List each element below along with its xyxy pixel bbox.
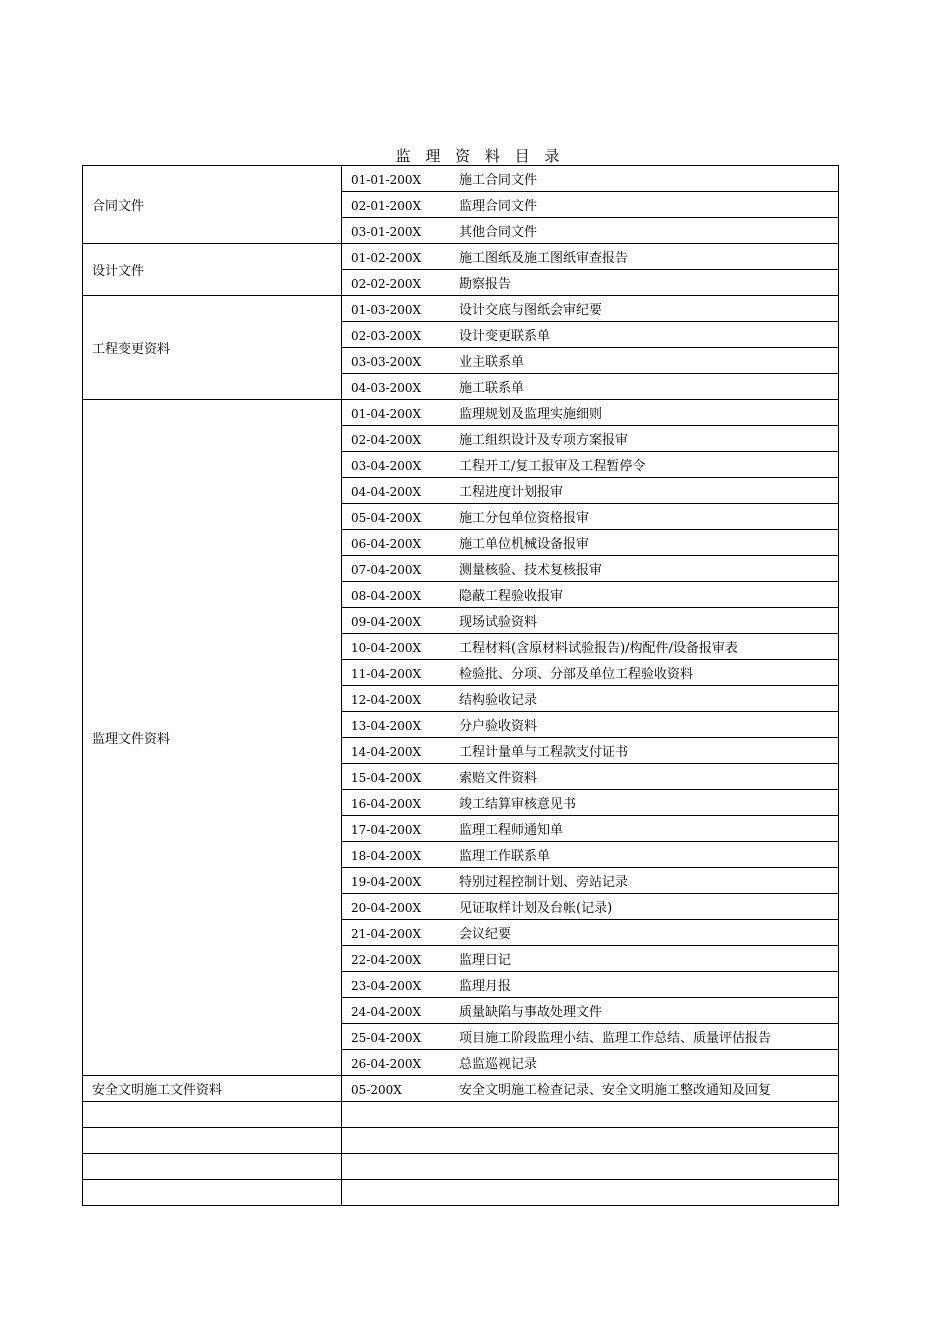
item-code: 13-04-200X <box>351 719 422 733</box>
item-code: 04-04-200X <box>351 485 422 499</box>
category-cell: 设计文件 <box>83 244 342 296</box>
item-cell <box>342 868 839 894</box>
item-cell <box>342 660 839 686</box>
item-cell <box>342 764 839 790</box>
item-cell <box>342 1050 839 1076</box>
item-cell <box>342 842 839 868</box>
item-name: 见证取样计划及台帐(记录) <box>459 901 613 916</box>
item-code: 12-04-200X <box>351 693 422 707</box>
empty-row <box>83 1180 839 1206</box>
item-name: 总监巡视记录 <box>459 1057 538 1072</box>
item-name: 设计变更联系单 <box>459 329 551 344</box>
item-code: 16-04-200X <box>351 797 422 811</box>
item-name: 检验批、分项、分部及单位工程验收资料 <box>459 667 694 682</box>
item-code: 21-04-200X <box>351 927 422 941</box>
item-cell <box>342 426 839 452</box>
item-cell <box>342 998 839 1024</box>
item-name: 结构验收记录 <box>459 693 538 708</box>
item-cell <box>342 920 839 946</box>
item-cell <box>342 374 839 400</box>
item-name: 分户验收资料 <box>459 719 538 734</box>
item-cell <box>342 894 839 920</box>
item-cell <box>342 166 839 192</box>
item-name: 会议纪要 <box>459 927 512 942</box>
item-name: 工程进度计划报审 <box>459 485 564 500</box>
table-row <box>83 244 839 270</box>
table-row <box>83 296 839 322</box>
category-cell: 监理文件资料 <box>83 400 342 1076</box>
item-code: 10-04-200X <box>351 641 422 655</box>
item-code: 05-200X <box>351 1083 402 1097</box>
item-name: 工程计量单与工程款支付证书 <box>459 745 629 760</box>
item-code: 02-03-200X <box>351 329 422 343</box>
item-cell <box>342 582 839 608</box>
item-cell <box>342 1024 839 1050</box>
item-code: 02-04-200X <box>351 433 422 447</box>
table-row <box>83 1076 839 1102</box>
item-name: 项目施工阶段监理小结、监理工作总结、质量评估报告 <box>459 1031 772 1046</box>
item-code: 03-03-200X <box>351 355 422 369</box>
item-cell <box>342 530 839 556</box>
item-code: 01-03-200X <box>351 303 422 317</box>
category-cell: 合同文件 <box>83 166 342 244</box>
item-name: 设计交底与图纸会审纪要 <box>459 303 603 318</box>
catalog-body <box>83 166 839 1206</box>
item-name: 施工分包单位资格报审 <box>459 511 590 526</box>
item-code: 15-04-200X <box>351 771 422 785</box>
item-code: 05-04-200X <box>351 511 422 525</box>
empty-category-cell <box>83 1102 342 1128</box>
item-name: 监理规划及监理实施细则 <box>459 407 603 422</box>
item-cell <box>342 192 839 218</box>
item-code: 07-04-200X <box>351 563 422 577</box>
item-name: 竣工结算审核意见书 <box>459 797 577 812</box>
item-cell <box>342 478 839 504</box>
item-code: 17-04-200X <box>351 823 422 837</box>
table-row <box>83 400 839 426</box>
item-name: 测量核验、技术复核报审 <box>459 563 603 578</box>
empty-item-cell <box>342 1154 839 1180</box>
empty-row <box>83 1102 839 1128</box>
item-name: 质量缺陷与事故处理文件 <box>459 1005 603 1020</box>
item-cell <box>342 218 839 244</box>
item-code: 04-03-200X <box>351 381 422 395</box>
item-cell <box>342 790 839 816</box>
item-name: 监理工程师通知单 <box>459 823 564 838</box>
page-title: 监 理 资 料 目 录 <box>395 147 565 165</box>
item-cell <box>342 634 839 660</box>
item-code: 25-04-200X <box>351 1031 422 1045</box>
item-name: 现场试验资料 <box>459 615 538 630</box>
category-cell: 安全文明施工文件资料 <box>83 1076 342 1102</box>
empty-row <box>83 1154 839 1180</box>
item-code: 03-01-200X <box>351 225 422 239</box>
item-code: 01-01-200X <box>351 173 422 187</box>
item-name: 工程材料(含原材料试验报告)/构配件/设备报审表 <box>459 641 738 656</box>
item-cell <box>342 322 839 348</box>
empty-category-cell <box>83 1154 342 1180</box>
item-cell <box>342 244 839 270</box>
item-name: 业主联系单 <box>459 355 525 370</box>
item-cell <box>342 296 839 322</box>
item-cell <box>342 946 839 972</box>
item-name: 施工图纸及施工图纸审查报告 <box>459 251 629 266</box>
item-code: 06-04-200X <box>351 537 422 551</box>
item-code: 03-04-200X <box>351 459 422 473</box>
item-code: 02-01-200X <box>351 199 422 213</box>
item-cell <box>342 452 839 478</box>
item-name: 特别过程控制计划、旁站记录 <box>459 875 629 890</box>
item-cell <box>342 686 839 712</box>
item-cell <box>342 972 839 998</box>
item-code: 24-04-200X <box>351 1005 422 1019</box>
item-cell <box>342 816 839 842</box>
item-cell <box>342 608 839 634</box>
item-code: 02-02-200X <box>351 277 422 291</box>
item-code: 08-04-200X <box>351 589 422 603</box>
item-cell <box>342 1076 839 1102</box>
item-name: 工程开工/复工报审及工程暂停令 <box>459 459 646 474</box>
item-name: 施工组织设计及专项方案报审 <box>459 433 629 448</box>
item-cell <box>342 556 839 582</box>
item-code: 01-04-200X <box>351 407 422 421</box>
item-name: 索赔文件资料 <box>459 771 538 786</box>
item-cell <box>342 712 839 738</box>
item-name: 监理合同文件 <box>459 199 538 214</box>
item-cell <box>342 400 839 426</box>
empty-category-cell <box>83 1128 342 1154</box>
table-row <box>83 166 839 192</box>
item-code: 14-04-200X <box>351 745 422 759</box>
category-cell: 工程变更资料 <box>83 296 342 400</box>
item-name: 安全文明施工检查记录、安全文明施工整改通知及回复 <box>459 1083 772 1098</box>
item-name: 其他合同文件 <box>459 225 538 240</box>
item-code: 01-02-200X <box>351 251 422 265</box>
item-name: 监理月报 <box>459 979 512 994</box>
item-name: 施工合同文件 <box>459 173 538 188</box>
item-cell <box>342 270 839 296</box>
item-code: 18-04-200X <box>351 849 422 863</box>
item-name: 施工联系单 <box>459 381 525 396</box>
item-name: 监理日记 <box>459 953 512 968</box>
item-code: 19-04-200X <box>351 875 422 889</box>
item-name: 隐蔽工程验收报审 <box>459 589 564 604</box>
empty-item-cell <box>342 1180 839 1206</box>
item-cell <box>342 504 839 530</box>
catalog-table <box>82 165 839 1206</box>
empty-item-cell <box>342 1102 839 1128</box>
item-code: 09-04-200X <box>351 615 422 629</box>
item-name: 勘察报告 <box>459 277 512 292</box>
empty-item-cell <box>342 1128 839 1154</box>
item-name: 施工单位机械设备报审 <box>459 537 590 552</box>
empty-row <box>83 1128 839 1154</box>
item-code: 26-04-200X <box>351 1057 422 1071</box>
item-cell <box>342 348 839 374</box>
item-cell <box>342 738 839 764</box>
item-name: 监理工作联系单 <box>459 849 551 864</box>
item-code: 20-04-200X <box>351 901 422 915</box>
item-code: 23-04-200X <box>351 979 422 993</box>
item-code: 22-04-200X <box>351 953 422 967</box>
item-code: 11-04-200X <box>351 667 422 681</box>
empty-category-cell <box>83 1180 342 1206</box>
